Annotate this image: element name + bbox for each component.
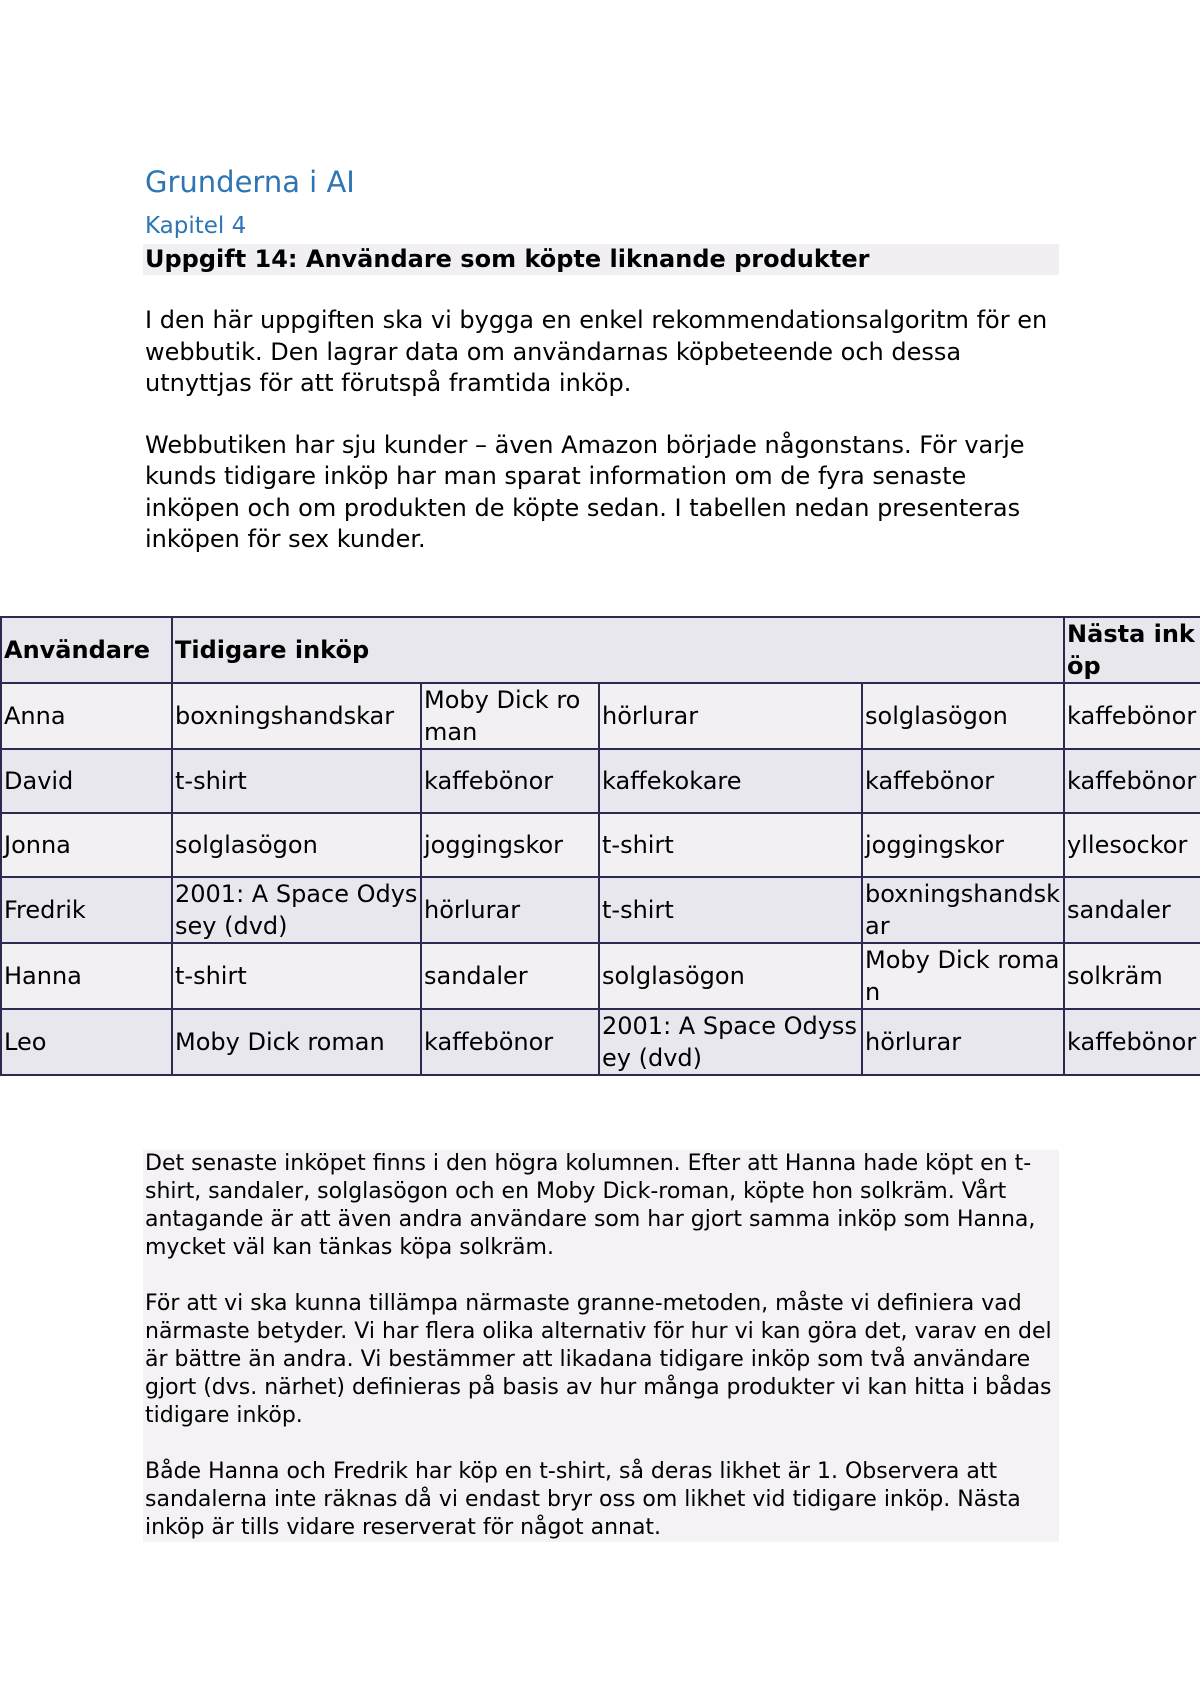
previous-purchase-cell: t-shirt bbox=[599, 877, 862, 943]
purchases-table bbox=[0, 616, 1200, 1076]
task-title: Uppgift 14: Användare som köpte liknande produkter bbox=[143, 244, 1059, 275]
table-row bbox=[1, 943, 1200, 1009]
table-header-row bbox=[1, 617, 1200, 683]
user-cell: Jonna bbox=[1, 813, 172, 877]
table-row bbox=[1, 877, 1200, 943]
table-row bbox=[1, 749, 1200, 813]
previous-purchase-cell: t-shirt bbox=[172, 943, 421, 1009]
user-cell: David bbox=[1, 749, 172, 813]
previous-purchase-cell: hörlurar bbox=[599, 683, 862, 749]
previous-purchase-cell: boxningshandskar bbox=[862, 877, 1064, 943]
intro-section bbox=[145, 305, 1065, 586]
previous-purchase-cell: sandaler bbox=[421, 943, 599, 1009]
next-purchase-cell: kaffebönor bbox=[1064, 1009, 1200, 1075]
notes-section bbox=[143, 1150, 1059, 1542]
notes-paragraph: Både Hanna och Fredrik har köp en t-shirt, så deras likhet är 1. Observera att sandalerna inte räknas då vi endast bryr oss om likhet vid tidigare inköp. Nästa inköp är tills vidare reserverat för något annat. bbox=[145, 1459, 1021, 1540]
table-row bbox=[1, 813, 1200, 877]
previous-purchase-cell: kaffebönor bbox=[862, 749, 1064, 813]
next-purchase-cell: kaffebönor bbox=[1064, 749, 1200, 813]
next-purchase-cell: kaffebönor bbox=[1064, 683, 1200, 749]
user-cell: Leo bbox=[1, 1009, 172, 1075]
previous-purchase-cell: kaffebönor bbox=[421, 1009, 599, 1075]
previous-purchase-cell: joggingskor bbox=[421, 813, 599, 877]
table-row bbox=[1, 683, 1200, 749]
user-cell: Fredrik bbox=[1, 877, 172, 943]
chapter-label: Kapitel 4 bbox=[145, 213, 247, 239]
header-previous-purchases: Tidigare inköp bbox=[172, 617, 1064, 683]
table-row bbox=[1, 1009, 1200, 1075]
previous-purchase-cell: 2001: A Space Odyssey (dvd) bbox=[599, 1009, 862, 1075]
course-title: Grunderna i AI bbox=[145, 165, 355, 199]
previous-purchase-cell: solglasögon bbox=[862, 683, 1064, 749]
next-purchase-cell: yllesockor bbox=[1064, 813, 1200, 877]
header-user: Användare bbox=[1, 617, 172, 683]
intro-paragraph: Webbutiken har sju kunder – även Amazon började någonstans. För varje kunds tidigare inköp har man sparat information om de fyra senaste inköpen och om produkten de köpte sedan. I tabellen nedan presenteras inköpen för sex kunder. bbox=[145, 430, 1025, 553]
next-purchase-cell: sandaler bbox=[1064, 877, 1200, 943]
notes-paragraph: För att vi ska kunna tillämpa närmaste granne-metoden, måste vi definiera vad närmaste betyder. Vi har flera olika alternativ för hur vi kan göra det, varav en del är bättre än andra. Vi bestämmer att likadana tidigare inköp som två användare gjort (dvs. närhet) definieras på basis av hur många produkter vi kan hitta i bådas tidigare inköp. bbox=[145, 1291, 1052, 1428]
user-cell: Anna bbox=[1, 683, 172, 749]
notes-paragraph: Det senaste inköpet finns i den högra kolumnen. Efter att Hanna hade köpt en t-shirt, sandaler, solglasögon och en Moby Dick-roman, köpte hon solkräm. Vårt antagande är att även andra användare som har gjort samma inköp som Hanna, mycket väl kan tänkas köpa solkräm. bbox=[145, 1151, 1036, 1260]
intro-paragraph: I den här uppgiften ska vi bygga en enkel rekommendationsalgoritm för en webbutik. Den lagrar data om användarnas köpbeteende och dessa utnyttjas för att förutspå framtida inköp. bbox=[145, 306, 1048, 397]
previous-purchase-cell: kaffekokare bbox=[599, 749, 862, 813]
next-purchase-cell: solkräm bbox=[1064, 943, 1200, 1009]
previous-purchase-cell: solglasögon bbox=[172, 813, 421, 877]
previous-purchase-cell: t-shirt bbox=[172, 749, 421, 813]
previous-purchase-cell: hörlurar bbox=[862, 1009, 1064, 1075]
previous-purchase-cell: kaffebönor bbox=[421, 749, 599, 813]
previous-purchase-cell: 2001: A Space Odyssey (dvd) bbox=[172, 877, 421, 943]
user-cell: Hanna bbox=[1, 943, 172, 1009]
previous-purchase-cell: hörlurar bbox=[421, 877, 599, 943]
previous-purchase-cell: Moby Dick roman bbox=[421, 683, 599, 749]
previous-purchase-cell: boxningshandskar bbox=[172, 683, 421, 749]
previous-purchase-cell: joggingskor bbox=[862, 813, 1064, 877]
previous-purchase-cell: t-shirt bbox=[599, 813, 862, 877]
header-next-purchase: Nästa inköp bbox=[1064, 617, 1200, 683]
previous-purchase-cell: Moby Dick roman bbox=[862, 943, 1064, 1009]
previous-purchase-cell: Moby Dick roman bbox=[172, 1009, 421, 1075]
previous-purchase-cell: solglasögon bbox=[599, 943, 862, 1009]
